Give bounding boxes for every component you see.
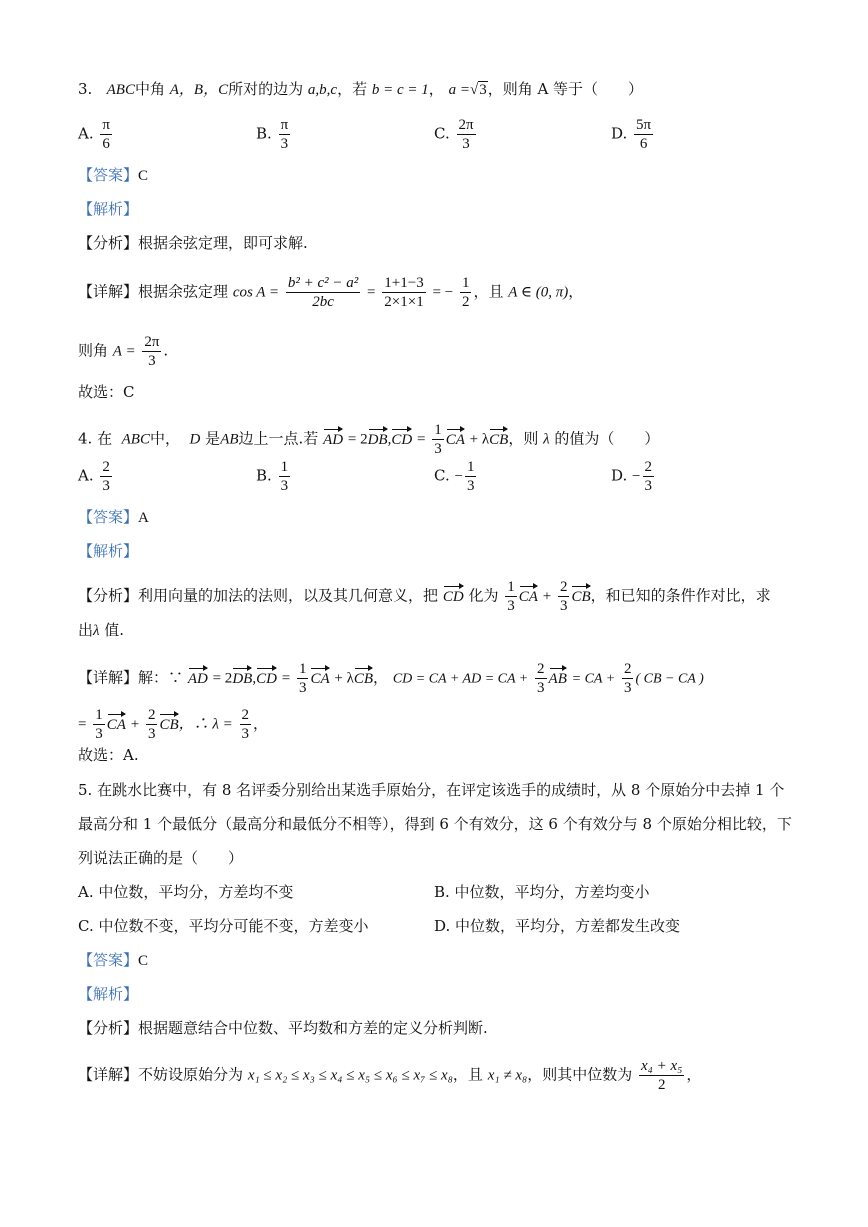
q3-option-b: B. $\frac{\pi}{3}$ [256,117,289,152]
q3-fenxi: 【分析】根据余弦定理，即可求解. [78,234,308,252]
q5-answer: 【答案】C [78,951,149,969]
q3-answer: 【答案】C [78,166,149,184]
q4-detail: 【详解】解：∵ AD = 2DB,CD = $\frac{1}{3}$ CA + λCB， CD = CA + AD = CA + $\frac{2}{3}$ AB = CA + $\frac{2}{3}$ ( CB − CA ) [78,661,704,696]
q3-detail: 【详解】根据余弦定理 cos A = $\frac{\text{b² + c² − a²}}{2bc}$ = $\frac{1+1-3}{2\times 1\times 1}$ = − $\frac{1}{2}$ ，且 A ∈ (0, π)， [78,275,584,310]
q5-option-d: D. 中位数，平均分，方差都发生改变 [434,917,681,935]
q3-choice: 故选：C [78,383,135,401]
q5-stem-line1: 5. 在跳水比赛中，有 8 名评委分别给出某选手原始分，在评定该选手的成绩时，从 8 个原始分中去掉 1 个 [78,781,785,799]
q3-stem: 3. ABC中角 A，B，C所对的边为 a,b,c，若 b = c = 1， a =√3，则角 A 等于（ ） [78,80,644,98]
q3-then: 则角 A = $\frac{2\pi}{3}$ . [78,334,169,369]
q4-option-b: B. $\frac{1}{3}$ [256,459,289,494]
q5-option-b: B. 中位数，平均分，方差均变小 [434,883,650,901]
q5-stem-line2: 最高分和 1 个最低分（最高分和最低分不相等），得到 6 个有效分，这 6 个有效分与 8 个原始分相比较，下 [78,815,792,833]
q4-fenxi-cont: 出λ 值. [78,621,125,639]
q5-option-c: C. 中位数不变，平均分可能不变，方差变小 [78,917,369,935]
q3-option-a: A. $\frac{\pi}{6}$ [78,117,110,152]
q4-answer: 【答案】A [78,508,149,526]
q3-option-c: C. $\frac{2\pi}{3}$ [434,117,474,152]
q5-analysis-heading: 【解析】 [78,985,139,1003]
q4-fenxi: 【分析】利用向量的加法的法则，以及其几何意义，把 CD 化为 $\frac{1}{3}$ CA + $\frac{2}{3}$ CB，和已知的条件作对比，求 [78,579,771,614]
q3-option-d: D. $\frac{5\pi}{6}$ [611,117,652,152]
q4-option-c: C. − $\frac{1}{3}$ [434,459,475,494]
q4-detail-cont: = $\frac{1}{3}$ CA + $\frac{2}{3}$ CB，∴ λ = $\frac{2}{3}$ ， [78,707,269,742]
q4-option-d: D. − $\frac{2}{3}$ [611,459,653,494]
q4-option-a: A. $\frac{2}{3}$ [78,459,110,494]
q3-analysis-heading: 【解析】 [78,200,139,218]
q5-detail: 【详解】不妨设原始分为 x₁ ≤ x₂ ≤ x₃ ≤ x₄ ≤ x₅ ≤ x₆ ≤ x₇ ≤ x₈，且 x₁ ≠ x₈，则其中位数为 $\frac{\text{x₄ + x₅}}{2}$ ， [78,1058,702,1093]
q5-option-a: A. 中位数，平均分，方差均不变 [78,883,294,901]
q4-analysis-heading: 【解析】 [78,542,139,560]
q5-fenxi: 【分析】根据题意结合中位数、平均数和方差的定义分析判断. [78,1019,488,1037]
q5-stem-line3: 列说法正确的是（ ） [78,849,244,867]
q4-stem: 4. 在 ABC中， D 是AB边上一点.若 AD = 2DB,CD = $\frac{1}{3}$ CA + λCB，则 λ 的值为（ ） [78,422,660,457]
q4-choice: 故选：A. [78,746,139,764]
